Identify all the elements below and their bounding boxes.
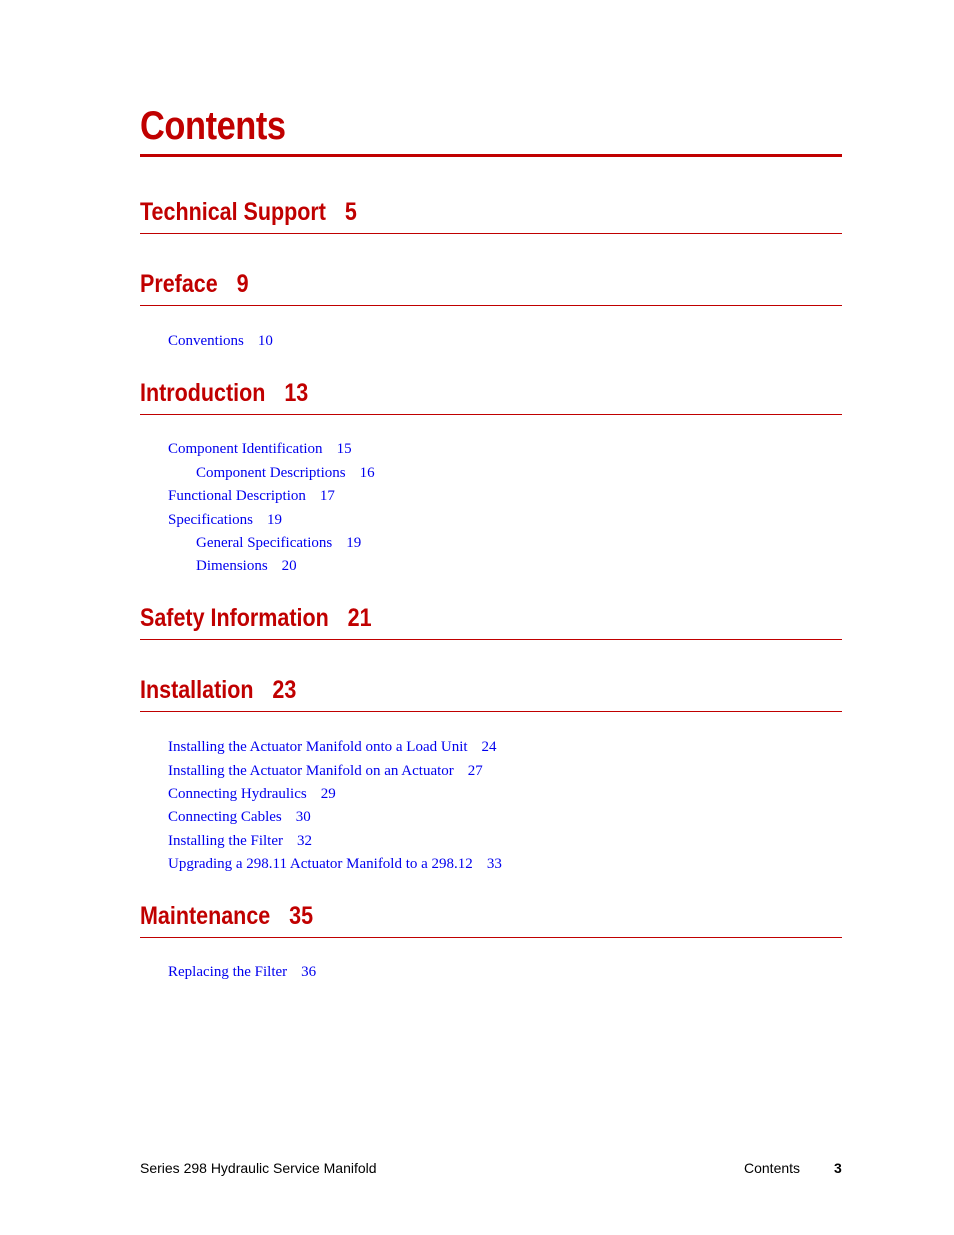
chapter-link-installation[interactable] bbox=[140, 675, 296, 705]
chapter-title: Safety Information bbox=[140, 604, 329, 632]
entry-title: Installing the Actuator Manifold onto a Load Unit bbox=[168, 739, 468, 755]
entry-title: Connecting Cables bbox=[168, 809, 282, 825]
chapter-title: Technical Support bbox=[140, 198, 326, 226]
chapter-introduction bbox=[140, 375, 842, 415]
entry-page: 36 bbox=[301, 964, 317, 980]
entry-page: 15 bbox=[336, 441, 352, 457]
toc-entry-dimensions[interactable] bbox=[196, 557, 297, 575]
chapter-title: Maintenance bbox=[140, 902, 271, 930]
toc-entry-general-specifications[interactable] bbox=[196, 534, 361, 552]
footer-page-number: 3 bbox=[834, 1160, 842, 1176]
entry-title: Installing the Actuator Manifold on an Actuator bbox=[168, 763, 454, 779]
toc-entry-component-identification[interactable] bbox=[168, 440, 352, 458]
entry-title: Upgrading a 298.11 Actuator Manifold to a 298.12 bbox=[168, 856, 473, 872]
chapter-page: 13 bbox=[284, 379, 309, 407]
entry-title: Component Identification bbox=[168, 441, 323, 457]
entry-title: General Specifications bbox=[196, 535, 333, 551]
entry-page: 17 bbox=[319, 488, 335, 504]
toc-entry-installing-manifold-load-unit[interactable] bbox=[168, 738, 497, 756]
chapter-page: 23 bbox=[272, 676, 297, 704]
entry-title: Dimensions bbox=[196, 558, 268, 574]
chapter-technical-support bbox=[140, 194, 842, 234]
chapter-page: 21 bbox=[347, 604, 372, 632]
entry-page: 19 bbox=[346, 535, 362, 551]
chapter-safety-information bbox=[140, 600, 842, 640]
toc-entry-upgrading-manifold[interactable] bbox=[168, 855, 502, 873]
toc-entry-connecting-hydraulics[interactable] bbox=[168, 785, 336, 803]
toc-entry-installing-filter[interactable] bbox=[168, 832, 312, 850]
chapter-preface bbox=[140, 266, 842, 306]
entry-title: Functional Description bbox=[168, 488, 306, 504]
title-rule bbox=[140, 154, 842, 157]
chapter-link-safety-information[interactable] bbox=[140, 603, 372, 633]
entry-title: Specifications bbox=[168, 512, 253, 528]
chapter-maintenance bbox=[140, 898, 842, 938]
chapter-title: Preface bbox=[140, 270, 218, 298]
toc-entry-specifications[interactable] bbox=[168, 511, 282, 529]
footer-section: Contents bbox=[744, 1160, 801, 1176]
toc-entry-component-descriptions[interactable] bbox=[196, 464, 375, 482]
entry-title: Installing the Filter bbox=[168, 833, 283, 849]
chapter-page: 35 bbox=[289, 902, 314, 930]
entry-page: 30 bbox=[295, 809, 311, 825]
chapter-title: Introduction bbox=[140, 379, 266, 407]
chapter-link-maintenance[interactable] bbox=[140, 901, 313, 931]
entry-title: Connecting Hydraulics bbox=[168, 786, 307, 802]
entry-page: 29 bbox=[320, 786, 336, 802]
toc-entry-conventions[interactable] bbox=[168, 332, 273, 350]
chapter-title: Installation bbox=[140, 676, 254, 704]
entry-title: Component Descriptions bbox=[196, 465, 346, 481]
chapter-link-preface[interactable] bbox=[140, 269, 249, 299]
entry-page: 16 bbox=[359, 465, 375, 481]
chapter-page: 5 bbox=[344, 198, 357, 226]
toc-entry-functional-description[interactable] bbox=[168, 487, 335, 505]
page-title: Contents bbox=[140, 104, 286, 148]
chapter-page: 9 bbox=[236, 270, 249, 298]
entry-page: 33 bbox=[486, 856, 502, 872]
entry-title: Replacing the Filter bbox=[168, 964, 288, 980]
entry-page: 32 bbox=[296, 833, 312, 849]
chapter-link-technical-support[interactable] bbox=[140, 197, 357, 227]
entry-page: 27 bbox=[467, 763, 483, 779]
toc-entry-installing-manifold-actuator[interactable] bbox=[168, 762, 483, 780]
chapter-installation bbox=[140, 672, 842, 712]
entry-title: Conventions bbox=[168, 333, 244, 349]
toc-entry-connecting-cables[interactable] bbox=[168, 808, 311, 826]
footer-document-title: Series 298 Hydraulic Service Manifold bbox=[140, 1160, 377, 1176]
entry-page: 10 bbox=[257, 333, 273, 349]
chapter-link-introduction[interactable] bbox=[140, 378, 308, 408]
toc-entry-replacing-filter[interactable] bbox=[168, 963, 316, 981]
entry-page: 20 bbox=[281, 558, 297, 574]
entry-page: 24 bbox=[481, 739, 497, 755]
entry-page: 19 bbox=[266, 512, 282, 528]
